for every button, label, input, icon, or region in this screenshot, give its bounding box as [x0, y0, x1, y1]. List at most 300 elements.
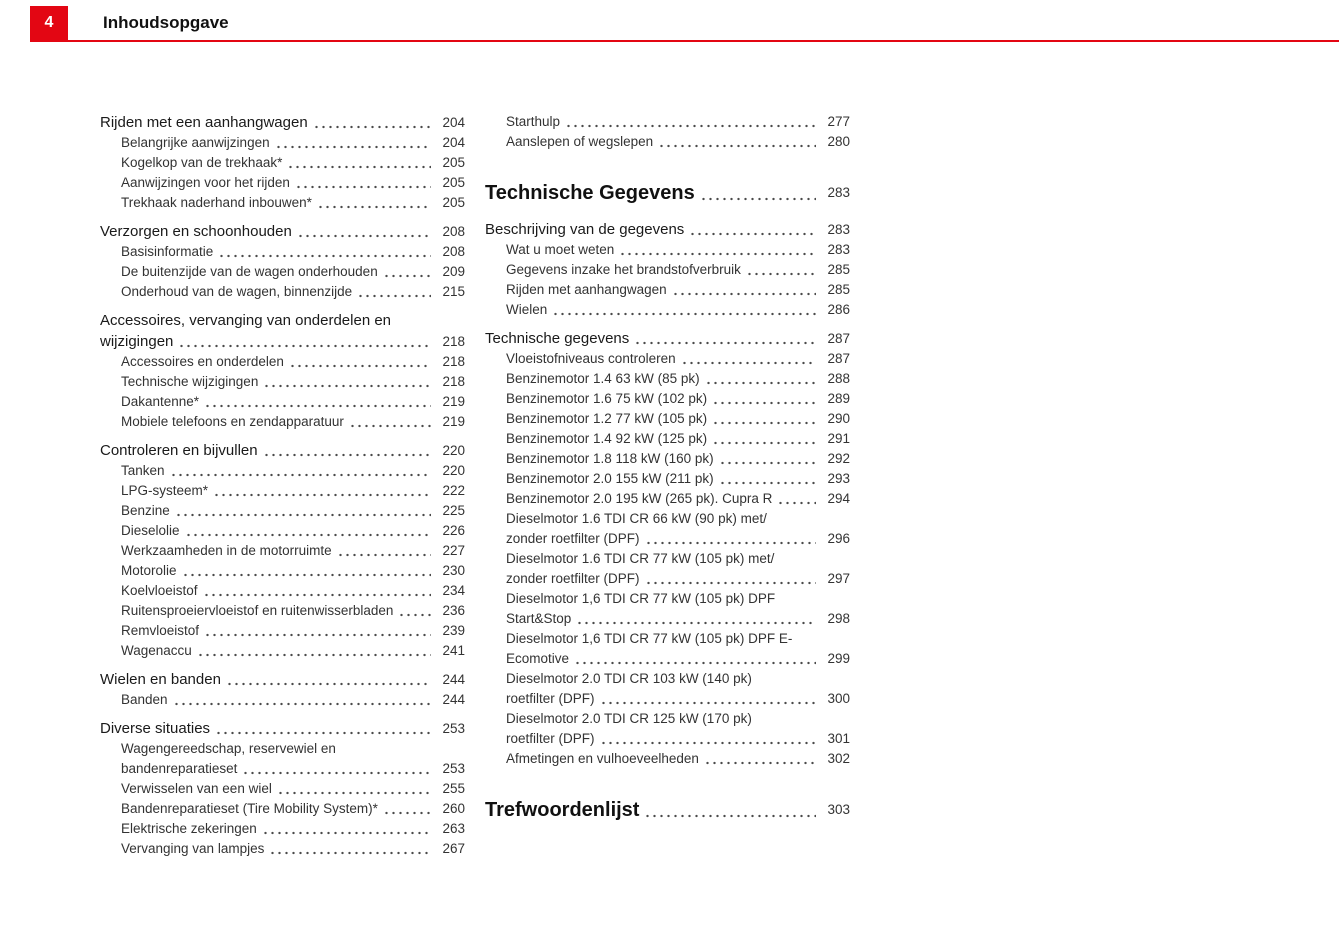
toc-entry-label-line1: Dieselmotor 1,6 TDI CR 77 kW (105 pk) DPF E- — [506, 631, 793, 646]
toc-entry-row — [506, 729, 850, 749]
dot-leader — [552, 307, 816, 320]
toc-entry-label: Benzinemotor 2.0 195 kW (265 pk). Cupra R — [506, 491, 773, 506]
dot-leader — [681, 356, 816, 369]
toc-entry-row — [506, 389, 850, 409]
toc-entry-row — [506, 569, 850, 589]
dot-leader — [203, 588, 431, 601]
toc-entry-row — [121, 690, 465, 710]
toc-entry-label: Afmetingen en vulhoeveelheden — [506, 751, 699, 766]
toc-entry-label: Benzinemotor 2.0 155 kW (211 pk) — [506, 471, 714, 486]
toc-entry-row — [100, 718, 465, 739]
dot-leader — [262, 826, 431, 839]
toc-entry-sub — [485, 389, 850, 409]
toc-entry-row — [100, 669, 465, 690]
toc-entry-page-number: 220 — [442, 463, 465, 478]
toc-entry-row — [506, 132, 850, 152]
toc-entry-sub — [485, 509, 850, 549]
toc-entry-row — [121, 521, 465, 541]
toc-entry-label: Rijden met aanhangwagen — [506, 282, 667, 297]
toc-entry-page-number: 205 — [442, 175, 465, 190]
toc-entry-page-number: 292 — [827, 451, 850, 466]
dot-leader — [357, 289, 431, 302]
toc-entry-sub — [100, 173, 465, 193]
toc-entry-page-number: 283 — [827, 222, 850, 237]
page-title: Inhoudsopgave — [103, 13, 229, 32]
toc-entry-page-number: 218 — [442, 354, 465, 369]
toc-entry-sub — [485, 349, 850, 369]
toc-entry-label: Banden — [121, 692, 168, 707]
toc-entry-page-number: 287 — [827, 331, 850, 346]
toc-entry-label: Accessoires en onderdelen — [121, 354, 284, 369]
toc-entry-page-number: 288 — [827, 371, 850, 386]
toc-entry-sub — [100, 242, 465, 262]
dot-leader — [645, 536, 816, 549]
dot-leader — [173, 697, 431, 710]
dot-leader — [712, 416, 816, 429]
toc-entry-row — [121, 561, 465, 581]
toc-entry-row — [506, 240, 850, 260]
toc-entry-row — [506, 449, 850, 469]
toc-entry-page-number: 218 — [442, 334, 465, 349]
toc-entry-sub — [100, 262, 465, 282]
dot-leader — [170, 468, 431, 481]
toc-entry-page-number: 220 — [442, 443, 465, 458]
toc-entry-page-number: 253 — [442, 761, 465, 776]
toc-entry-sub — [100, 581, 465, 601]
dot-leader — [289, 359, 431, 372]
toc-entry-page-number: 290 — [827, 411, 850, 426]
toc-entry-label: roetfilter (DPF) — [506, 731, 595, 746]
toc-entry-row — [100, 112, 465, 133]
toc-entry-row — [121, 173, 465, 193]
toc-entry-label: Trefwoordenlijst — [485, 799, 640, 821]
toc-entry-page-number: 285 — [827, 262, 850, 277]
toc-entry-row — [121, 621, 465, 641]
toc-entry-sub — [100, 690, 465, 710]
dot-leader — [689, 227, 816, 240]
toc-entry-row — [506, 749, 850, 769]
toc-entry-row — [121, 481, 465, 501]
toc-entry-row — [100, 221, 465, 242]
dot-leader — [712, 436, 816, 449]
toc-entry-sub — [485, 112, 850, 132]
toc-entry-page-number: 300 — [827, 691, 850, 706]
toc-entry-row — [100, 440, 465, 461]
toc-entry-row — [485, 180, 850, 206]
toc-entry-page-number: 289 — [827, 391, 850, 406]
toc-entry-label: Benzinemotor 1.4 92 kW (125 pk) — [506, 431, 708, 446]
toc-entry-sub — [485, 489, 850, 509]
toc-entry-sub — [485, 469, 850, 489]
toc-entry-label: Aanwijzingen voor het rijden — [121, 175, 290, 190]
toc-entry-sub — [100, 779, 465, 799]
toc-entry-label: Benzinemotor 1.8 118 kW (160 pk) — [506, 451, 714, 466]
toc-entry-label: Diverse situaties — [100, 720, 211, 737]
toc-entry-page-number: 204 — [442, 135, 465, 150]
dot-leader — [178, 339, 431, 352]
toc-entry-label: Kogelkop van de trekhaak* — [121, 155, 283, 170]
dot-leader — [242, 766, 431, 779]
toc-entry-label: Ruitensproeiervloeistof en ruitenwisserbladen — [121, 603, 394, 618]
dot-leader — [215, 726, 431, 739]
dot-leader — [672, 287, 816, 300]
dot-leader — [383, 806, 431, 819]
toc-entry-label: Remvloeistof — [121, 623, 200, 638]
toc-entry-section — [100, 669, 465, 690]
toc-entry-sub — [100, 501, 465, 521]
toc-entry-sub — [485, 709, 850, 749]
dot-leader — [185, 528, 431, 541]
toc-entry-page-number: 298 — [827, 611, 850, 626]
toc-entry-sub — [485, 449, 850, 469]
toc-entry-row — [100, 331, 465, 352]
dot-leader — [317, 200, 431, 213]
toc-entry-page-number: 205 — [442, 155, 465, 170]
toc-entry-label: Benzinemotor 1.4 63 kW (85 pk) — [506, 371, 700, 386]
toc-entry-sub — [485, 589, 850, 629]
toc-entry-label: Verzorgen en schoonhouden — [100, 223, 292, 240]
dot-leader — [218, 249, 431, 262]
toc-entry-label: Tanken — [121, 463, 165, 478]
toc-entry-sub — [485, 429, 850, 449]
toc-entry-label: Start&Stop — [506, 611, 572, 626]
toc-entry-page-number: 227 — [442, 543, 465, 558]
toc-entry-label: Ecomotive — [506, 651, 570, 666]
dot-leader — [574, 656, 816, 669]
toc-entry-sub — [100, 541, 465, 561]
toc-entry-label: Mobiele telefoons en zendapparatuur — [121, 414, 344, 429]
toc-entry-label: Dakantenne* — [121, 394, 200, 409]
toc-entry-row — [506, 300, 850, 320]
dot-leader — [565, 119, 816, 132]
toc-entry-row — [121, 799, 465, 819]
toc-entry-row — [506, 369, 850, 389]
toc-entry-section — [100, 310, 465, 352]
toc-entry-page-number: 267 — [442, 841, 465, 856]
dot-leader — [213, 488, 431, 501]
dot-leader — [700, 191, 816, 206]
toc-entry-chapter — [485, 180, 850, 206]
toc-entry-label-line1: Dieselmotor 1,6 TDI CR 77 kW (105 pk) DPF — [506, 591, 776, 606]
toc-entry-row — [121, 641, 465, 661]
toc-entry-page-number: 302 — [827, 751, 850, 766]
toc-column-left — [100, 112, 465, 859]
toc-content — [100, 112, 850, 859]
toc-entry-label-line1: Wagengereedschap, reservewiel en — [121, 741, 336, 756]
toc-entry-label: Rijden met een aanhangwagen — [100, 114, 308, 131]
toc-entry-page-number: 260 — [442, 801, 465, 816]
toc-entry-row — [121, 262, 465, 282]
toc-entry-row — [485, 219, 850, 240]
toc-entry-row — [506, 112, 850, 132]
toc-entry-sub — [100, 799, 465, 819]
toc-entry-sub — [485, 669, 850, 709]
toc-entry-page-number: 301 — [827, 731, 850, 746]
dot-leader — [777, 496, 816, 509]
toc-entry-sub — [100, 739, 465, 779]
dot-leader — [263, 448, 431, 461]
page-number-badge — [30, 6, 68, 40]
toc-entry-row — [121, 133, 465, 153]
toc-entry-page-number: 208 — [442, 224, 465, 239]
toc-entry-label-line1: Dieselmotor 2.0 TDI CR 103 kW (140 pk) — [506, 671, 752, 686]
toc-entry-label: LPG-systeem* — [121, 483, 209, 498]
toc-entry-page-number: 241 — [442, 643, 465, 658]
toc-entry-page-number: 230 — [442, 563, 465, 578]
dot-leader — [204, 399, 431, 412]
toc-entry-section — [485, 219, 850, 240]
toc-entry-label: Benzinemotor 1.6 75 kW (102 pk) — [506, 391, 708, 406]
toc-entry-page-number: 283 — [827, 185, 850, 200]
dot-leader — [269, 846, 431, 859]
toc-entry-sub — [100, 481, 465, 501]
toc-entry-label: wijzigingen — [100, 333, 174, 350]
dot-leader — [287, 160, 431, 173]
toc-entry-page-number: 263 — [442, 821, 465, 836]
toc-entry-label: Beschrijving van de gegevens — [485, 221, 685, 238]
toc-entry-label: Wagenaccu — [121, 643, 192, 658]
toc-entry-sub — [100, 282, 465, 302]
dot-leader — [263, 379, 431, 392]
toc-entry-page-number: 219 — [442, 414, 465, 429]
toc-entry-row — [506, 529, 850, 549]
toc-entry-page-number: 239 — [442, 623, 465, 638]
toc-entry-row — [485, 328, 850, 349]
toc-entry-sub — [485, 749, 850, 769]
toc-entry-row — [121, 372, 465, 392]
toc-entry-label: Aanslepen of wegslepen — [506, 134, 654, 149]
dot-leader — [398, 608, 431, 621]
toc-entry-label: zonder roetfilter (DPF) — [506, 571, 640, 586]
toc-entry-label: Benzinemotor 1.2 77 kW (105 pk) — [506, 411, 708, 426]
dot-leader — [182, 568, 431, 581]
toc-entry-page-number: 283 — [827, 242, 850, 257]
toc-entry-label: Vervanging van lampjes — [121, 841, 265, 856]
dot-leader — [313, 120, 431, 133]
toc-entry-label: Controleren en bijvullen — [100, 442, 258, 459]
dot-leader — [644, 808, 816, 823]
toc-entry-label: roetfilter (DPF) — [506, 691, 595, 706]
dot-leader — [197, 648, 431, 661]
toc-entry-row — [121, 242, 465, 262]
dot-leader — [204, 628, 431, 641]
toc-entry-row — [121, 759, 465, 779]
toc-entry-sub — [485, 629, 850, 669]
toc-entry-sub — [100, 193, 465, 213]
toc-entry-page-number: 287 — [827, 351, 850, 366]
toc-entry-label: Starthulp — [506, 114, 561, 129]
toc-entry-sub — [100, 601, 465, 621]
dot-leader — [600, 696, 816, 709]
toc-entry-label: Motorolie — [121, 563, 177, 578]
toc-entry-sub — [485, 280, 850, 300]
toc-entry-row — [121, 392, 465, 412]
toc-entry-row — [121, 779, 465, 799]
toc-entry-label: Wat u moet weten — [506, 242, 615, 257]
dot-leader — [600, 736, 816, 749]
toc-entry-page-number: 303 — [827, 802, 850, 817]
toc-entry-label: Werkzaamheden in de motorruimte — [121, 543, 332, 558]
toc-entry-sub — [100, 412, 465, 432]
toc-entry-label: Verwisselen van een wiel — [121, 781, 272, 796]
dot-leader — [719, 476, 816, 489]
toc-entry-page-number: 215 — [442, 284, 465, 299]
toc-entry-label-line1: Accessoires, vervanging van onderdelen en — [100, 312, 392, 329]
toc-entry-label: Benzine — [121, 503, 170, 518]
toc-entry-sub — [485, 409, 850, 429]
toc-entry-page-number: 219 — [442, 394, 465, 409]
toc-entry-row — [121, 412, 465, 432]
toc-entry-row — [121, 461, 465, 481]
toc-entry-sub — [100, 372, 465, 392]
toc-entry-sub — [100, 153, 465, 173]
toc-entry-page-number: 277 — [827, 114, 850, 129]
toc-entry-row — [506, 349, 850, 369]
toc-entry-label: Elektrische zekeringen — [121, 821, 257, 836]
toc-entry-row — [506, 609, 850, 629]
dot-leader — [645, 576, 816, 589]
toc-entry-page-number: 286 — [827, 302, 850, 317]
toc-entry-section — [100, 718, 465, 739]
dot-leader — [277, 786, 431, 799]
toc-entry-row — [121, 839, 465, 859]
toc-entry-label: De buitenzijde van de wagen onderhouden — [121, 264, 378, 279]
header-rule — [30, 40, 1339, 42]
toc-entry-sub — [485, 369, 850, 389]
toc-entry-row — [121, 352, 465, 372]
toc-entry-page-number: 208 — [442, 244, 465, 259]
toc-entry-sub — [485, 240, 850, 260]
toc-entry-row — [121, 601, 465, 621]
dot-leader — [175, 508, 431, 521]
toc-entry-row — [506, 689, 850, 709]
toc-entry-label: Bandenreparatieset (Tire Mobility System)* — [121, 801, 378, 816]
toc-entry-section — [100, 440, 465, 461]
dot-leader — [297, 229, 431, 242]
toc-entry-section — [100, 112, 465, 133]
toc-entry-section — [485, 328, 850, 349]
toc-entry-page-number: 244 — [442, 692, 465, 707]
dot-leader — [704, 756, 816, 769]
toc-column-right — [485, 112, 850, 859]
toc-entry-chapter — [485, 797, 850, 823]
toc-entry-row — [506, 649, 850, 669]
toc-entry-label: zonder roetfilter (DPF) — [506, 531, 640, 546]
toc-entry-sub — [100, 461, 465, 481]
toc-entry-row — [121, 153, 465, 173]
toc-entry-sub — [100, 133, 465, 153]
toc-entry-label: Wielen en banden — [100, 671, 221, 688]
toc-entry-row — [485, 797, 850, 823]
toc-entry-row — [506, 429, 850, 449]
toc-entry-label: Basisinformatie — [121, 244, 214, 259]
toc-entry-page-number: 253 — [442, 721, 465, 736]
toc-entry-page-number: 225 — [442, 503, 465, 518]
toc-entry-row — [121, 541, 465, 561]
dot-leader — [295, 180, 431, 193]
toc-entry-row — [506, 469, 850, 489]
toc-entry-page-number: 204 — [442, 115, 465, 130]
page-number: 4 — [44, 14, 54, 31]
toc-entry-sub — [100, 521, 465, 541]
toc-entry-label: Technische wijzigingen — [121, 374, 259, 389]
toc-entry-page-number: 294 — [827, 491, 850, 506]
toc-entry-page-number: 293 — [827, 471, 850, 486]
dot-leader — [383, 269, 431, 282]
toc-entry-page-number: 209 — [442, 264, 465, 279]
dot-leader — [705, 376, 816, 389]
dot-leader — [712, 396, 816, 409]
toc-entry-label: Technische gegevens — [485, 330, 630, 347]
dot-leader — [226, 677, 431, 690]
toc-entry-row — [506, 409, 850, 429]
toc-entry-page-number: 222 — [442, 483, 465, 498]
dot-leader — [619, 247, 816, 260]
toc-entry-sub — [100, 561, 465, 581]
toc-entry-page-number: 280 — [827, 134, 850, 149]
toc-entry-page-number: 236 — [442, 603, 465, 618]
toc-entry-page-number: 297 — [827, 571, 850, 586]
dot-leader — [719, 456, 816, 469]
toc-entry-row — [121, 193, 465, 213]
toc-entry-label: Belangrijke aanwijzingen — [121, 135, 270, 150]
toc-entry-sub — [485, 549, 850, 589]
toc-entry-label: Trekhaak naderhand inbouwen* — [121, 195, 312, 210]
toc-entry-label-line1: Dieselmotor 1.6 TDI CR 77 kW (105 pk) met/ — [506, 551, 775, 566]
toc-entry-label: Koelvloeistof — [121, 583, 198, 598]
toc-entry-label: Dieselolie — [121, 523, 180, 538]
toc-entry-row — [121, 501, 465, 521]
toc-entry-page-number: 234 — [442, 583, 465, 598]
toc-entry-row — [506, 280, 850, 300]
toc-entry-sub — [100, 621, 465, 641]
toc-entry-label: Wielen — [506, 302, 548, 317]
toc-entry-label: bandenreparatieset — [121, 761, 238, 776]
toc-entry-page-number: 291 — [827, 431, 850, 446]
toc-entry-page-number: 205 — [442, 195, 465, 210]
toc-entry-row — [506, 489, 850, 509]
dot-leader — [746, 267, 816, 280]
dot-leader — [275, 140, 431, 153]
toc-entry-section — [100, 221, 465, 242]
toc-entry-page-number: 296 — [827, 531, 850, 546]
toc-entry-page-number: 299 — [827, 651, 850, 666]
toc-entry-row — [506, 260, 850, 280]
toc-entry-page-number: 226 — [442, 523, 465, 538]
dot-leader — [349, 419, 431, 432]
dot-leader — [337, 548, 431, 561]
toc-entry-sub — [100, 641, 465, 661]
toc-entry-label: Gegevens inzake het brandstofverbruik — [506, 262, 741, 277]
toc-entry-row — [121, 581, 465, 601]
toc-entry-label-line1: Dieselmotor 2.0 TDI CR 125 kW (170 pk) — [506, 711, 752, 726]
toc-entry-label: Onderhoud van de wagen, binnenzijde — [121, 284, 353, 299]
toc-entry-sub — [100, 392, 465, 412]
toc-entry-sub — [100, 352, 465, 372]
toc-entry-label-line1: Dieselmotor 1.6 TDI CR 66 kW (90 pk) met/ — [506, 511, 767, 526]
dot-leader — [576, 616, 816, 629]
toc-entry-label: Technische Gegevens — [485, 182, 695, 204]
toc-entry-page-number: 244 — [442, 672, 465, 687]
dot-leader — [658, 139, 816, 152]
toc-entry-row — [121, 282, 465, 302]
dot-leader — [634, 336, 816, 349]
toc-entry-sub — [485, 300, 850, 320]
toc-entry-page-number: 285 — [827, 282, 850, 297]
toc-entry-page-number: 218 — [442, 374, 465, 389]
toc-entry-page-number: 255 — [442, 781, 465, 796]
toc-entry-label: Vloeistofniveaus controleren — [506, 351, 676, 366]
